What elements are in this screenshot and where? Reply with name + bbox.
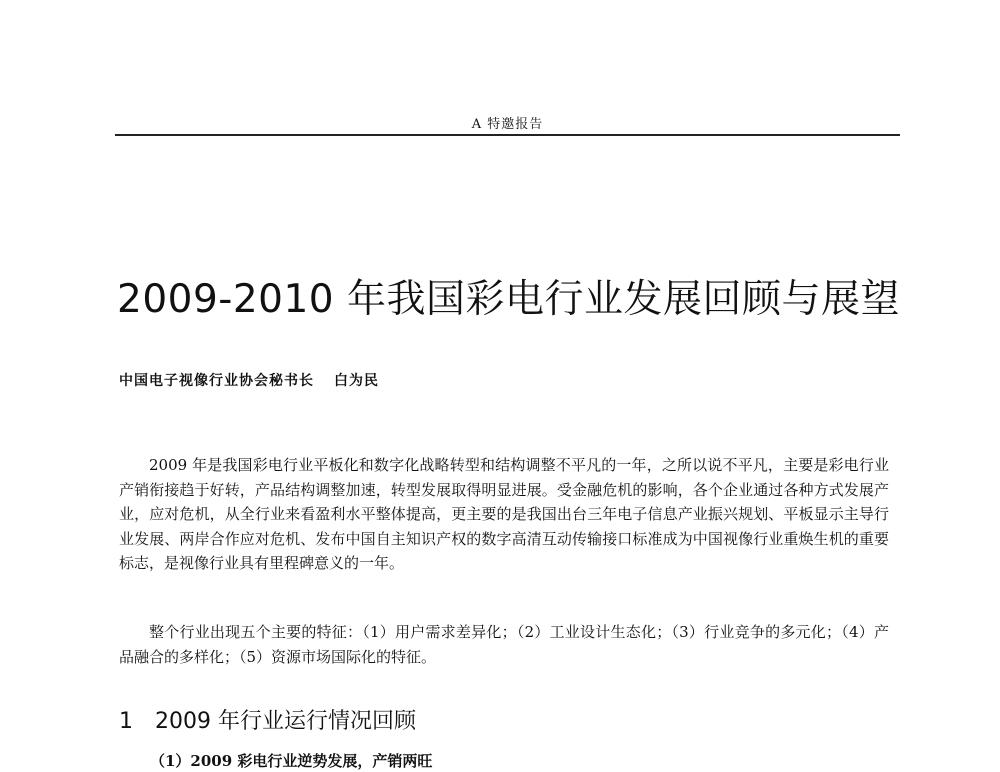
body-paragraph-2: 整个行业出现五个主要的特征：（1）用户需求差异化；（2）工业设计生态化；（3）行业竞争的多元化；（4）产品融合的多样化；（5）资源市场国际化的特征。 [119,623,889,666]
section-number: 1 [119,709,133,734]
running-header: A 特邀报告 [471,117,544,132]
section-heading-1 [119,707,416,737]
body-paragraph-1: 2009 年是我国彩电行业平板化和数字化战略转型和结构调整不平凡的一年，之所以说不平凡，主要是彩电行业产销衔接趋于好转，产品结构调整加速，转型发展取得明显进展。受金融危机的影响，各个企业通过各种方式发展产业，应对危机，从全行业来看盈利水平整体提高，更主要的是我国出台三年电子信息产业振兴规划、平板显示主导行业发展、两岸合作应对危机、发布中国自主知识产权的数字高清互动传输接口标准成为中国视像行业重焕生机的重要标志，是视像行业具有里程碑意义的一年。 [119,456,889,572]
article-title: 2009-2010 年我国彩电行业发展回顾与展望 [117,277,900,322]
author-line [119,371,379,391]
subsection-heading: （1）2009 彩电行业逆势发展，产销两旺 [150,752,433,770]
author-affiliation: 中国电子视像行业协会秘书长 [119,373,314,389]
header-rule [115,134,900,136]
author-name: 白为民 [334,373,379,389]
section-title: 2009 年行业运行情况回顾 [155,709,416,734]
